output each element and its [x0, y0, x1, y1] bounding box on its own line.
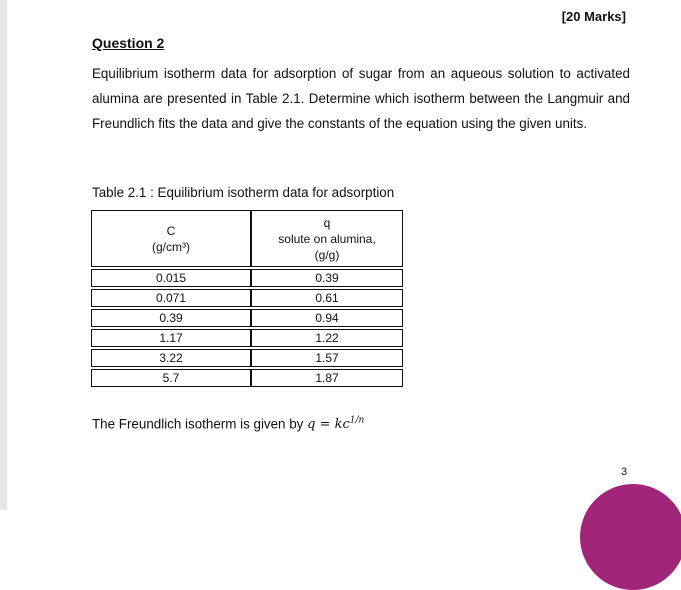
header-c-symbol: C: [166, 223, 176, 238]
cell-q: 1.22: [251, 329, 403, 347]
table-row: [91, 289, 403, 307]
header-loading: [251, 210, 403, 267]
table-header-row: [91, 210, 403, 267]
page-number: 3: [621, 466, 628, 478]
header-concentration: [91, 210, 251, 267]
cell-c: 0.015: [91, 269, 251, 287]
formula-exponent: 1/n: [349, 416, 365, 426]
question-title: Question 2: [92, 35, 165, 51]
freundlich-statement: [92, 416, 364, 432]
marks-label: [20 Marks]: [561, 9, 626, 24]
table-row: [91, 329, 403, 347]
cell-c: 0.071: [91, 289, 251, 307]
header-q-desc: solute on alumina,: [278, 231, 376, 246]
question-body: Equilibrium isotherm data for adsorption of sugar from an aqueous solution to activated alumina are presented in Table 2.1. Determine which isotherm between the Langmuir and Freundlich fits the data and give the constants of the equation using the given units.: [92, 66, 630, 131]
formula-lhs: q = kc: [307, 417, 350, 433]
cell-q: 0.39: [251, 269, 403, 287]
cell-q: 1.87: [251, 369, 403, 387]
freundlich-formula: [307, 417, 364, 432]
cell-c: 5.7: [91, 369, 251, 387]
header-q-symbol: q: [323, 215, 331, 230]
page-left-edge: [0, 0, 7, 510]
header-q-unit: (g/g): [314, 247, 340, 262]
cell-q: 0.61: [251, 289, 403, 307]
cell-q: 1.57: [251, 349, 403, 367]
formula-intro: The Freundlich isotherm is given by: [92, 416, 304, 432]
cell-q: 0.94: [251, 309, 403, 327]
table-caption: Table 2.1 : Equilibrium isotherm data for adsorption: [92, 185, 395, 200]
table-row: [91, 269, 403, 287]
cell-c: 1.17: [91, 329, 251, 347]
table-row: [91, 309, 403, 327]
header-c-unit: (g/cm³): [152, 239, 190, 254]
cell-c: 3.22: [91, 349, 251, 367]
cell-c: 0.39: [91, 309, 251, 327]
table-row: [91, 349, 403, 367]
isotherm-data-table: [91, 208, 403, 389]
table-row: [91, 369, 403, 387]
decorative-corner-circle: [580, 484, 681, 590]
